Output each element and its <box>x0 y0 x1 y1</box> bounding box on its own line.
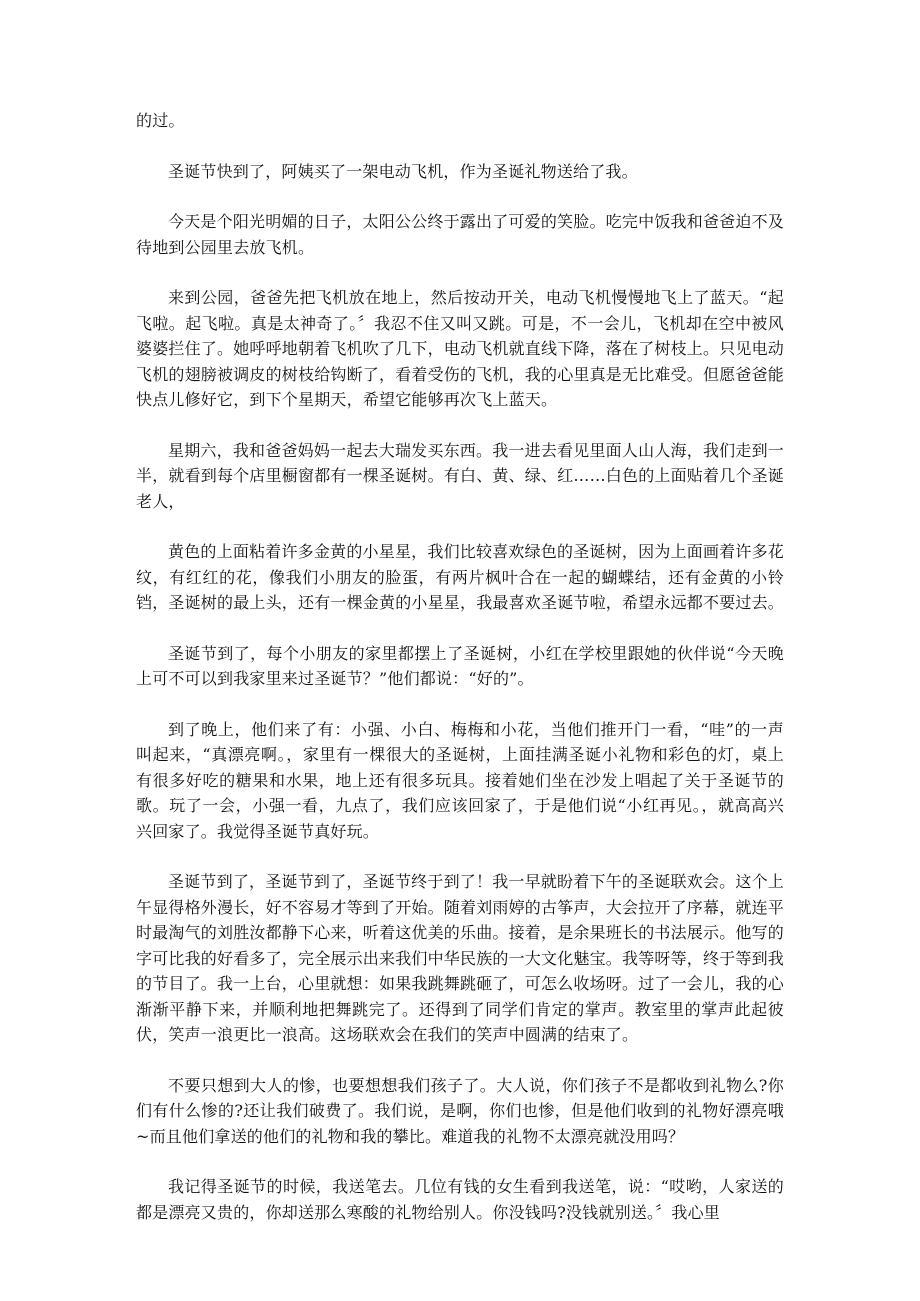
paragraph-gap <box>136 514 784 539</box>
paragraph-1: 的过。 <box>136 111 185 130</box>
document-page <box>136 108 784 1225</box>
paragraph-2: 圣诞节快到了，阿姨买了一架电动飞机，作为圣诞礼物送给了我。 <box>168 161 638 181</box>
paragraph-9: 圣诞节到了，圣诞节到了，圣诞节终于到了！我一早就盼着下午的圣诞联欢会。这个上午显得格外漫长，好不容易才等到了开始。随着刘雨婷的古筝声，大会拉开了序幕，就连平时最淘气的刘胜汝都静下心来，听着这优美的乐曲。接着，是余果班长的书法展示。他写的字可比我的好看多了，完全展示出来我们中华民族的一大文化魅宝。我等呀等，终于等到我的节目了。我一上台，心里就想：如果我跳舞跳砸了，可怎么收场呀。过了一会儿，我的心渐渐平静下来，并顺利地把舞跳完了。还得到了同学们肯定的掌声。教室里的掌声此起彼伏，笑声一浪更比一浪高。这场联欢会在我们的笑声中圆满的结束了。 <box>136 872 785 1044</box>
paragraph-8: 到了晚上，他们来了有：小强、小白、梅梅和小花，当他们推开门一看，“哇”的一声叫起来，“真漂亮啊。，家里有一棵很大的圣诞树，上面挂满圣诞小礼物和彩色的灯，桌上有很多好吃的糖果和水果，地上还有很多玩具。接着她们坐在沙发上唱起了关于圣诞节的歌。玩了一会，小强一看，九点了，我们应该回家了，于是他们说“小红再见。，就高高兴兴回家了。我觉得圣诞节真好玩。 <box>136 719 784 841</box>
paragraph-5: 星期六，我和爸爸妈妈一起去大瑞发买东西。我一进去看见里面人山人海，我们走到一半，就看到每个店里橱窗都有一棵圣诞树。有白、黄、绿、红……白色的上面贴着几个圣诞老人， <box>136 440 785 511</box>
paragraph-7: 圣诞节到了，每个小朋友的家里都摆上了圣诞树，小红在学校里跟她的伙伴说“今天晚上可不可以到我家里来过圣诞节？”他们都说：“好的”。 <box>136 643 784 688</box>
paragraph-10: 不要只想到大人的惨，也要想想我们孩子了。大人说，你们孩子不是都收到礼物么?你们有什么惨的?还让我们破费了。我们说，是啊，你们也惨，但是他们收到的礼物好漂亮哦~而且他们拿送的他们的礼物和我的攀比。难道我的礼物不太漂亮就没用吗？ <box>136 1075 784 1146</box>
paragraph-gap <box>136 1149 784 1174</box>
paragraph-gap <box>136 134 784 159</box>
paragraph-gap <box>136 413 784 438</box>
paragraph-6: 黄色的上面粘着许多金黄的小星星，我们比较喜欢绿色的圣诞树，因为上面画着许多花纹，有红红的花，像我们小朋友的脸蛋，有两片枫叶合在一起的蝴蝶结，还有金黄的小铃铛，圣诞树的最上头，还有一棵金黄的小星星，我最喜欢圣诞节啦，希望永远都不要过去。 <box>136 542 785 612</box>
paragraph-gap <box>136 260 784 285</box>
paragraph-4: 来到公园，爸爸先把飞机放在地上，然后按动开关，电动飞机慢慢地飞上了蓝天。“起飞啦。起飞啦。真是太神奇了。〞我忍不住又叫又跳。可是，不一会儿，飞机却在空中被风婆婆拦住了。她呼呼地朝着飞机吹了几下，电动飞机就直线下降，落在了树枝上。只见电动飞机的翅膀被调皮的树枝给钩断了，看着受伤的飞机，我的心里真是无比难受。但愿爸爸能快点儿修好它，到下个星期天，希望它能够再次飞上蓝天。 <box>136 288 785 409</box>
paragraph-gap <box>136 616 784 641</box>
paragraph-3: 今天是个阳光明媚的日子，太阳公公终于露出了可爱的笑脸。吃完中饭我和爸爸迫不及待地到公园里去放飞机。 <box>136 212 784 257</box>
paragraph-gap <box>136 184 784 209</box>
paragraph-gap <box>136 844 784 869</box>
paragraph-11: 我记得圣诞节的时候，我送笔去。几位有钱的女生看到我送笔，说：“哎哟，人家送的都是漂亮又贵的，你却送那么寒酸的礼物给别人。你没钱吗?没钱就别送。〞我心里 <box>136 1177 784 1222</box>
paragraph-gap <box>136 692 784 717</box>
paragraph-gap <box>136 1048 784 1073</box>
